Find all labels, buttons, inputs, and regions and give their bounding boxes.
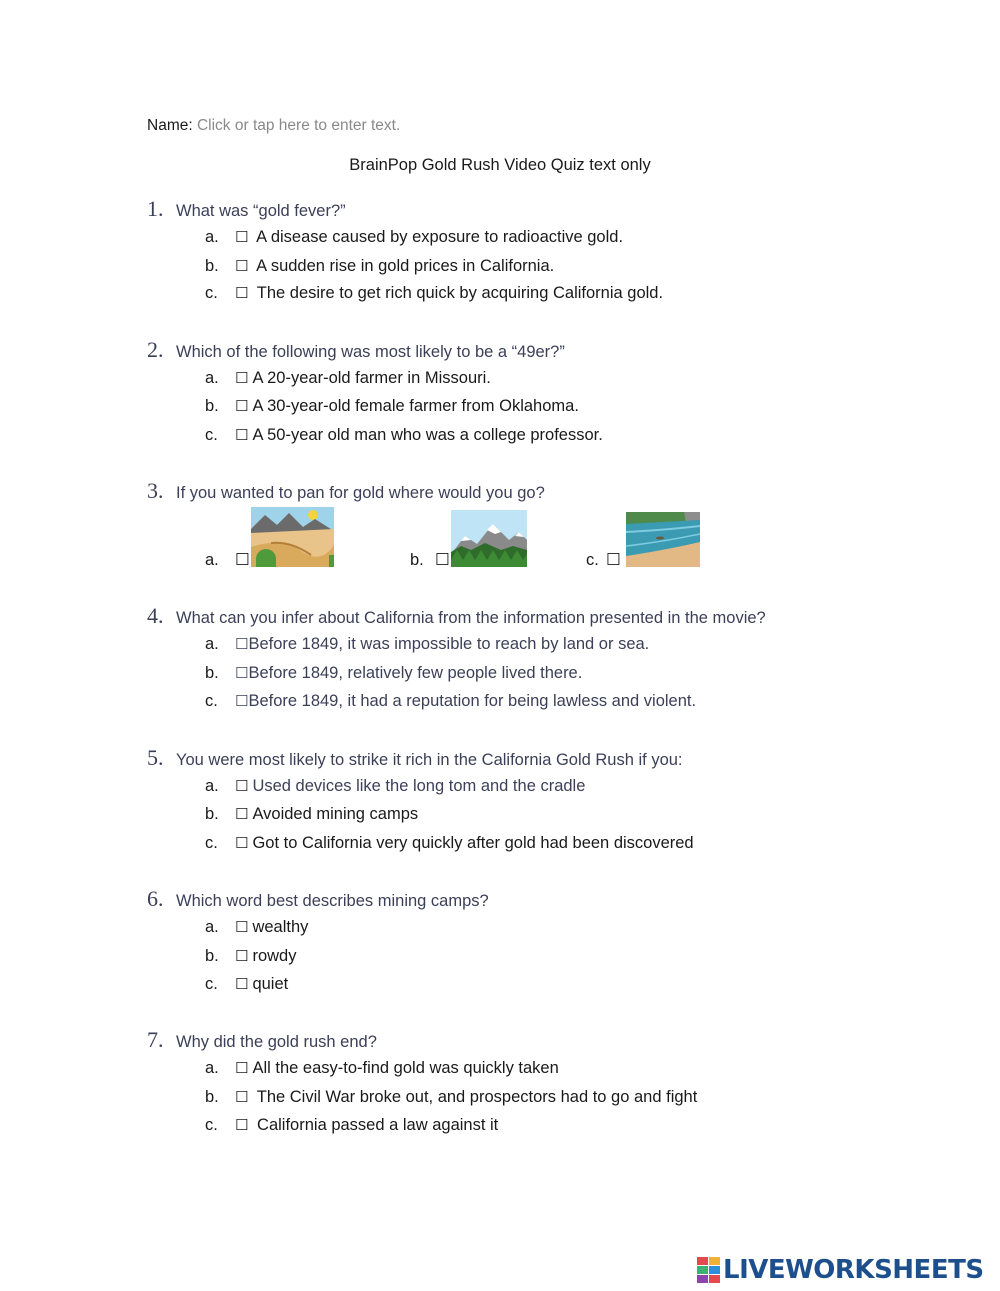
option-letter: b. [205,947,219,965]
checkbox[interactable]: ☐ [235,1116,249,1134]
question-text: You were most likely to strike it rich in the California Gold Rush if you: [176,751,683,769]
checkbox[interactable]: ☐ [235,397,249,415]
checkbox[interactable]: ☐ [235,1088,249,1106]
option-text: Avoided mining camps [252,805,419,823]
q6-option-c[interactable] [205,975,288,994]
q4-option-a[interactable] [205,635,649,654]
river-image [626,512,700,567]
option-text: A 20-year-old farmer in Missouri. [252,369,491,387]
question-text: What can you infer about California from the information presented in the movie? [176,609,766,627]
q2-option-a[interactable] [205,369,491,388]
question-text: Why did the gold rush end? [176,1033,377,1051]
option-text: wealthy [252,918,309,936]
option-letter: c. [205,426,218,444]
name-field [147,117,400,135]
question-6 [147,886,489,912]
option-letter: c. [205,975,218,993]
q4-option-c[interactable] [205,692,696,711]
option-text: Before 1849, it had a reputation for being lawless and violent. [248,692,697,710]
checkbox[interactable]: ☐ [235,918,249,936]
question-3 [147,478,545,504]
q6-option-b[interactable] [205,947,296,966]
option-text: Got to California very quickly after gold had been discovered [252,834,694,852]
option-text: Used devices like the long tom and the cradle [252,777,586,795]
checkbox[interactable]: ☐ [235,635,249,653]
option-text: A 30-year-old female farmer from Oklahoma. [252,397,579,415]
question-7 [147,1027,377,1053]
option-letter: b. [205,805,219,823]
q2-option-c[interactable] [205,426,603,445]
question-number: 2. [147,337,164,362]
option-letter: c. [586,551,599,569]
option-letter: b. [410,551,424,569]
question-number: 4. [147,603,164,628]
checkbox[interactable]: ☐ [235,551,250,569]
question-5 [147,745,683,771]
option-letter: b. [205,664,219,682]
checkbox[interactable]: ☐ [235,834,249,852]
option-letter: b. [205,257,219,275]
option-text: rowdy [252,947,297,965]
q1-option-b[interactable] [205,257,554,276]
question-text: Which of the following was most likely to be a “49er?” [176,343,565,361]
checkbox[interactable]: ☐ [235,1059,249,1077]
question-number: 7. [147,1027,164,1052]
option-text: All the easy-to-find gold was quickly taken [252,1059,559,1077]
checkbox[interactable]: ☐ [435,551,450,569]
question-number: 1. [147,196,164,221]
option-letter: a. [205,777,219,795]
option-text: A 50-year old man who was a college professor. [252,426,603,444]
q1-option-a[interactable] [205,228,623,247]
question-text: Which word best describes mining camps? [176,892,489,910]
option-text: A sudden rise in gold prices in California. [256,257,555,275]
option-text: quiet [252,975,289,993]
page-title: BrainPop Gold Rush Video Quiz text only [349,156,651,174]
liveworksheets-logo [697,1255,984,1285]
checkbox[interactable]: ☐ [235,369,249,387]
q4-option-b[interactable] [205,664,582,683]
option-letter: a. [205,635,219,653]
checkbox[interactable]: ☐ [235,228,249,246]
checkbox[interactable]: ☐ [235,664,249,682]
checkbox[interactable]: ☐ [235,426,249,444]
option-text: The Civil War broke out, and prospectors had to go and fight [256,1088,698,1106]
question-text: What was “gold fever?” [176,202,346,220]
q6-option-a[interactable] [205,918,308,937]
checkbox[interactable]: ☐ [235,777,249,795]
q2-option-b[interactable] [205,397,579,416]
checkbox[interactable]: ☐ [235,692,249,710]
checkbox[interactable]: ☐ [606,551,621,569]
option-letter: a. [205,369,219,387]
name-label: Name: [147,117,193,134]
question-number: 5. [147,745,164,770]
q3-option-c[interactable] [586,550,621,570]
q1-option-c[interactable] [205,284,663,303]
option-text: A disease caused by exposure to radioactive gold. [256,228,624,246]
option-letter: a. [205,918,219,936]
option-letter: a. [205,551,219,569]
q3-option-b[interactable] [410,550,450,570]
question-1 [147,196,346,222]
checkbox[interactable]: ☐ [235,805,249,823]
option-letter: a. [205,228,219,246]
question-number: 3. [147,478,164,503]
brand-text: LIVEWORKSHEETS [723,1255,984,1285]
option-letter: c. [205,692,218,710]
logo-blocks-icon [697,1257,721,1283]
question-4 [147,603,766,629]
option-letter: b. [205,397,219,415]
option-letter: c. [205,834,218,852]
q5-option-a[interactable] [205,777,585,796]
option-letter: c. [205,1116,218,1134]
checkbox[interactable]: ☐ [235,257,249,275]
q7-option-b[interactable] [205,1088,697,1107]
q7-option-a[interactable] [205,1059,559,1078]
q5-option-c[interactable] [205,834,694,853]
option-text: Before 1849, it was impossible to reach by land or sea. [248,635,650,653]
q7-option-c[interactable] [205,1116,498,1135]
question-number: 6. [147,886,164,911]
name-input[interactable]: Click or tap here to enter text. [196,117,401,134]
option-letter: b. [205,1088,219,1106]
checkbox[interactable]: ☐ [235,284,249,302]
question-text: If you wanted to pan for gold where would you go? [176,484,545,502]
option-letter: a. [205,1059,219,1077]
desert-image [251,507,334,567]
option-text: The desire to get rich quick by acquiring California gold. [256,284,664,302]
q3-option-a[interactable] [205,550,250,570]
question-2 [147,337,565,363]
option-text: Before 1849, relatively few people lived there. [248,664,583,682]
option-text: California passed a law against it [257,1116,499,1134]
checkbox[interactable]: ☐ [235,975,249,993]
mountains-image [451,510,527,567]
option-letter: c. [205,284,218,302]
q5-option-b[interactable] [205,805,418,824]
checkbox[interactable]: ☐ [235,947,249,965]
